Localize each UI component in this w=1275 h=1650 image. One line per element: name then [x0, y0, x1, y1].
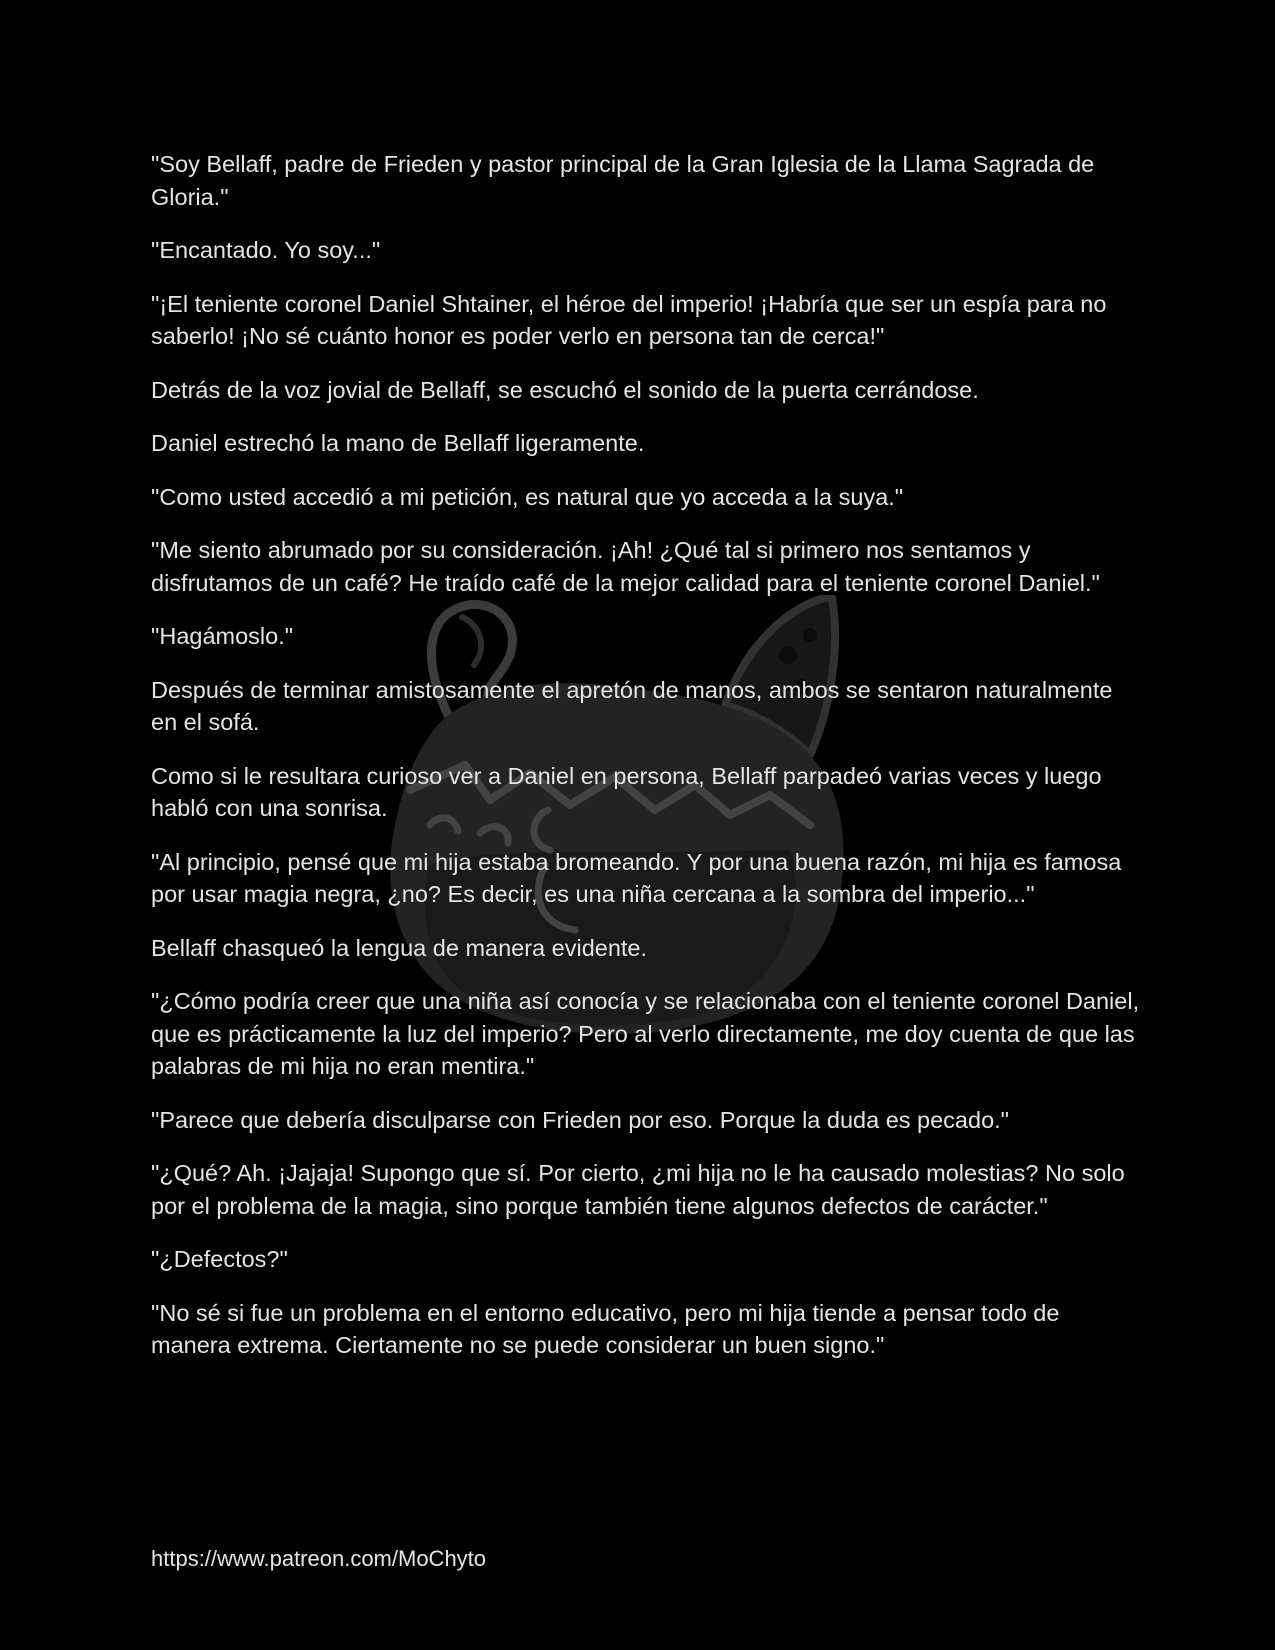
paragraph: "No sé si fue un problema en el entorno educativo, pero mi hija tiende a pensar todo de manera extrema. Ciertamente no se puede considerar un buen signo." [151, 1299, 1060, 1358]
paragraph: "Parece que debería disculparse con Frieden por eso. Porque la duda es pecado." [151, 1106, 1010, 1133]
paragraph: Después de terminar amistosamente el apretón de manos, ambos se sentaron naturalmente en el sofá. [151, 676, 1113, 735]
story-text [151, 148, 1141, 1383]
patreon-link[interactable]: https://www.patreon.com/MoChyto [151, 1546, 487, 1571]
paragraph: "¿Cómo podría creer que una niña así conocía y se relacionaba con el teniente coronel Daniel, que es prácticamente la luz del imperio? Pero al verlo directamente, me doy cuenta de que las palabras de mi hija no eran mentira." [151, 988, 1140, 1079]
paragraph: Daniel estrechó la mano de Bellaff ligeramente. [151, 430, 645, 456]
paragraph: Como si le resultara curioso ver a Daniel en persona, Bellaff parpadeó varias veces y luego habló con una sonrisa. [151, 762, 1102, 821]
paragraph: "¡El teniente coronel Daniel Shtainer, el héroe del imperio! ¡Habría que ser un espía para no saberlo! ¡No sé cuánto honor es poder verlo en persona tan de cerca!" [151, 290, 1107, 349]
paragraph: Bellaff chasqueó la lengua de manera evidente. [151, 934, 648, 961]
paragraph: "Encantado. Yo soy..." [151, 237, 381, 263]
paragraph: "Como usted accedió a mi petición, es natural que yo acceda a la suya." [151, 483, 904, 510]
paragraph: "Me siento abrumado por su consideración. ¡Ah! ¿Qué tal si primero nos sentamos y disfrutamos de un café? He traído café de la mejor calidad para el teniente coronel Daniel." [151, 537, 1100, 596]
paragraph: Detrás de la voz jovial de Bellaff, se escuchó el sonido de la puerta cerrándose. [151, 376, 979, 403]
paragraph: "¿Defectos?" [151, 1246, 288, 1272]
paragraph: "Soy Bellaff, padre de Frieden y pastor principal de la Gran Iglesia de la Llama Sagrada de Gloria." [151, 151, 1095, 210]
paragraph: "Hagámoslo." [151, 623, 294, 649]
paragraph: "¿Qué? Ah. ¡Jajaja! Supongo que sí. Por cierto, ¿mi hija no le ha causado molestias? No solo por el problema de la magia, sino porque también tiene algunos defectos de carácter." [151, 1160, 1125, 1219]
paragraph: "Al principio, pensé que mi hija estaba bromeando. Y por una buena razón, mi hija es famosa por usar magia negra, ¿no? Es decir, es una niña cercana a la sombra del imperio..." [151, 848, 1122, 907]
